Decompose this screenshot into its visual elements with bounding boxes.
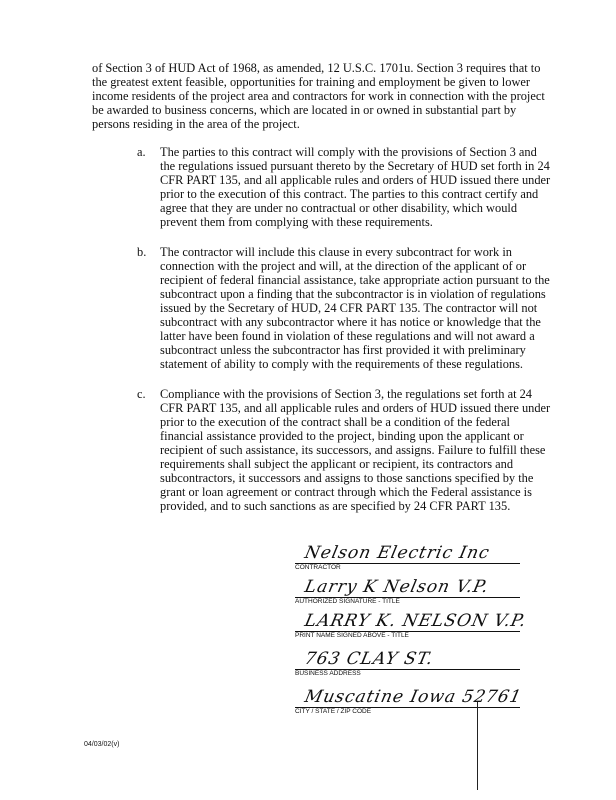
text-line: The parties to this contract will comply with the provisions of Section 3 and xyxy=(160,145,537,159)
handwritten-signature: Nelson Electric Inc xyxy=(302,543,492,563)
clause-label: b. xyxy=(137,245,147,259)
handwritten-signature: Muscatine Iowa 52761 xyxy=(302,687,524,707)
field-caption: AUTHORIZED SIGNATURE - TITLE xyxy=(295,598,400,605)
text-line: prevent them from complying with these requirements. xyxy=(160,215,433,229)
text-line: recipient of federal financial assistance, take appropriate action pursuant to the xyxy=(160,273,550,287)
text-line: subcontract with any subcontractor where it has notice or knowledge that the xyxy=(160,315,541,329)
handwritten-signature: 763 CLAY ST. xyxy=(302,649,436,669)
text-line: be awarded to business concerns, which are located in or owned in substantial part by xyxy=(92,103,517,117)
field-caption: PRINT NAME SIGNED ABOVE - TITLE xyxy=(295,632,409,639)
text-line: agree that they are under no contractual or other disability, which would xyxy=(160,201,518,215)
text-line: recipient of such assistance, its successors, and assigns. Failure to fulfill these xyxy=(160,443,546,457)
business-address-field xyxy=(295,642,520,679)
text-line: prior to the execution of the contract shall be a condition of the federal xyxy=(160,415,510,429)
text-line: Compliance with the provisions of Section 3, the regulations set forth at 24 xyxy=(160,387,532,401)
authorized-signature-field xyxy=(295,570,520,607)
handwritten-signature: LARRY K. NELSON V.P. xyxy=(302,611,529,631)
scan-artifact-line xyxy=(477,702,478,790)
field-caption: BUSINESS ADDRESS xyxy=(295,670,361,677)
print-name-field xyxy=(295,604,529,641)
text-line: subcontract unless the subcontractor has first provided it with preliminary xyxy=(160,343,526,357)
field-caption: CONTRACTOR xyxy=(295,564,341,571)
text-line: subcontractors, it successors and assigns to those sanctions specified by the xyxy=(160,471,534,485)
contractor-field xyxy=(295,536,520,573)
text-line: subcontract upon a finding that the subcontractor is in violation of regulations xyxy=(160,287,546,301)
footer-code: 04/03/02(v) xyxy=(84,741,120,748)
clause-label: a. xyxy=(137,145,146,159)
handwritten-signature: Larry K Nelson V.P. xyxy=(302,577,491,597)
text-line: provided, and to such sanctions as are specified by 24 CFR PART 135. xyxy=(160,499,511,513)
text-line: income residents of the project area and contractors for work in connection with the project xyxy=(92,89,545,103)
text-line: CFR PART 135, and all applicable rules and orders of HUD issued there under xyxy=(160,173,551,187)
clause-label: c. xyxy=(137,387,146,401)
text-line: connection with the project and will, at the direction of the applicant of or xyxy=(160,259,527,273)
text-line: of Section 3 of HUD Act of 1968, as amended, 12 U.S.C. 1701u. Section 3 requires that to xyxy=(92,61,541,75)
text-line: financial assistance provided to the project, binding upon the applicant or xyxy=(160,429,524,443)
text-line: requirements shall subject the applicant or recipient, its contractors and xyxy=(160,457,514,471)
text-line: statement of ability to comply with the requirements of these regulations. xyxy=(160,357,524,371)
text-line: persons residing in the area of the project. xyxy=(92,117,300,131)
field-caption: CITY / STATE / ZIP CODE xyxy=(295,708,372,715)
intro-paragraph xyxy=(92,61,545,131)
text-line: the greatest extent feasible, opportunities for training and employment be given to lower xyxy=(92,75,531,89)
city-state-zip-field xyxy=(295,680,524,717)
text-line: grant or loan agreement or contract through which the Federal assistance is xyxy=(160,485,532,499)
text-line: CFR PART 135, and all applicable rules and orders of HUD issued there under xyxy=(160,401,551,415)
text-line: issued by the Secretary of HUD, 24 CFR PART 135. The contractor will not xyxy=(160,301,538,315)
text-line: the regulations issued pursuant thereto by the Secretary of HUD set forth in 24 xyxy=(160,159,550,173)
text-line: prior to the execution of this contract. The parties to this contract certify and xyxy=(160,187,539,201)
text-line: The contractor will include this clause in every subcontract for work in xyxy=(160,245,512,259)
text-line: latter have been found in violation of these regulations and will not award a xyxy=(160,329,535,343)
